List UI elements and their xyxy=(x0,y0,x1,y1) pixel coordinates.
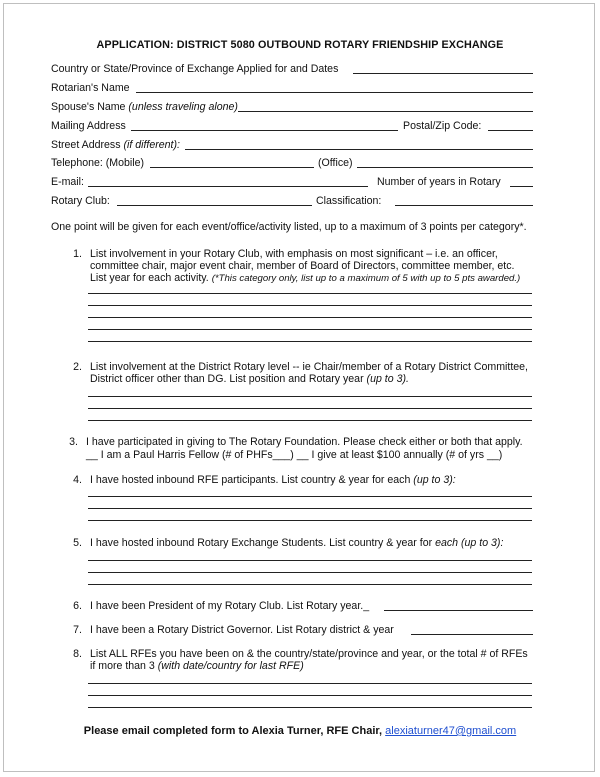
item-4-answer-line[interactable] xyxy=(88,496,532,497)
item-1-answer-line[interactable] xyxy=(88,341,532,342)
footer-text: Please email completed form to Alexia Turner, RFE Chair, xyxy=(83,725,386,737)
spouse-label-text: Spouse's Name xyxy=(51,101,126,113)
item-2-line-2 xyxy=(90,373,409,385)
item-6-number: 6. xyxy=(73,600,82,612)
item-2-answer-line[interactable] xyxy=(88,396,532,397)
item-4-number: 4. xyxy=(73,474,82,486)
item-8-answer-line[interactable] xyxy=(88,683,532,684)
item-7-text: I have been a Rotary District Governor. List Rotary district & year xyxy=(90,624,394,636)
classification-label: Classification: xyxy=(316,195,382,207)
item-5-answer-line[interactable] xyxy=(88,584,532,585)
item-8-answer-line[interactable] xyxy=(88,707,532,708)
item-2-number: 2. xyxy=(73,361,82,373)
item-4-note: (up to 3): xyxy=(413,474,456,486)
years-label: Number of years in Rotary xyxy=(377,176,501,188)
item-5-note: each (up to 3): xyxy=(435,537,504,549)
street-label-text: Street Address xyxy=(51,139,121,151)
item-3-line-2[interactable]: __ I am a Paul Harris Fellow (# of PHFs___) __ I give at least $100 annually (# of yrs __) xyxy=(86,449,503,461)
postal-code-field[interactable] xyxy=(488,130,533,131)
item-4-text: I have hosted inbound RFE participants. List country & year for each xyxy=(90,474,414,486)
item-5-text: I have hosted inbound Rotary Exchange Students. List country & year for xyxy=(90,537,436,549)
item-2-note: (up to 3). xyxy=(366,373,409,385)
item-1-line-3-text: List year for each activity. xyxy=(90,272,212,284)
item-1-answer-line[interactable] xyxy=(88,317,532,318)
item-7-number: 7. xyxy=(73,624,82,636)
item-4-answer-line[interactable] xyxy=(88,508,532,509)
points-note: One point will be given for each event/office/activity listed, up to a maximum of 3 points per category*. xyxy=(51,221,527,233)
item-6-text: I have been President of my Rotary Club. List Rotary year._ xyxy=(90,600,370,612)
item-2-answer-line[interactable] xyxy=(88,408,532,409)
email-label: E-mail: xyxy=(51,176,84,188)
rotarian-label: Rotarian's Name xyxy=(51,82,130,94)
item-1-line-1: List involvement in your Rotary Club, with emphasis on most significant – i.e. an officer, xyxy=(90,248,498,260)
years-in-rotary-field[interactable] xyxy=(510,186,533,187)
item-4-answer-line[interactable] xyxy=(88,520,532,521)
item-1-note: (*This category only, list up to a maximum of 5 with up to 5 pts awarded.) xyxy=(211,273,521,284)
mobile-phone-field[interactable] xyxy=(150,167,314,168)
item-3-number: 3. xyxy=(69,436,78,448)
mailing-address-field[interactable] xyxy=(131,130,398,131)
mailing-label: Mailing Address xyxy=(51,120,126,132)
item-5-line xyxy=(90,537,503,549)
item-2-line-1: List involvement at the District Rotary level -- ie Chair/member of a Rotary District Committee, xyxy=(90,361,529,373)
president-year-field[interactable] xyxy=(384,610,533,611)
item-1-answer-line[interactable] xyxy=(88,293,532,294)
chair-email-link[interactable]: alexiaturner47@gmail.com xyxy=(385,725,517,737)
item-8-answer-line[interactable] xyxy=(88,695,532,696)
item-8-line-2-text: if more than 3 xyxy=(90,660,158,672)
tel-mobile-label: Telephone: (Mobile) xyxy=(51,157,145,169)
country-field[interactable] xyxy=(353,73,533,74)
item-8-note: (with date/country for last RFE) xyxy=(157,660,304,672)
office-phone-field[interactable] xyxy=(357,167,533,168)
street-address-field[interactable] xyxy=(185,149,533,150)
postal-label: Postal/Zip Code: xyxy=(403,120,482,132)
item-5-answer-line[interactable] xyxy=(88,572,532,573)
item-8-number: 8. xyxy=(73,648,82,660)
spouse-label xyxy=(51,101,238,113)
spouse-note: (unless traveling alone) xyxy=(128,101,238,113)
item-1-number: 1. xyxy=(73,248,82,260)
governor-district-field[interactable] xyxy=(411,634,533,635)
item-2-answer-line[interactable] xyxy=(88,420,532,421)
item-2-line-2-text: District officer other than DG. List position and Rotary year xyxy=(90,373,367,385)
rotary-club-field[interactable] xyxy=(117,205,312,206)
spouse-name-field[interactable] xyxy=(238,111,533,112)
item-4-line xyxy=(90,474,456,486)
tel-office-label: (Office) xyxy=(318,157,353,169)
item-3-line-1: I have participated in giving to The Rotary Foundation. Please check either or both that apply. xyxy=(86,436,523,448)
street-note: (if different): xyxy=(123,139,180,151)
form-title: APPLICATION: DISTRICT 5080 OUTBOUND ROTARY FRIENDSHIP EXCHANGE xyxy=(96,39,504,51)
street-label xyxy=(51,139,180,151)
rotarian-name-field[interactable] xyxy=(136,92,533,93)
country-label: Country or State/Province of Exchange Applied for and Dates xyxy=(51,63,339,75)
item-5-number: 5. xyxy=(73,537,82,549)
item-5-answer-line[interactable] xyxy=(88,560,532,561)
item-8-line-2 xyxy=(90,660,304,672)
item-1-line-2: committee chair, major event chair, member of Board of Directors, committee member, etc. xyxy=(90,260,515,272)
email-field[interactable] xyxy=(88,186,368,187)
footer-instructions xyxy=(0,725,600,737)
item-1-answer-line[interactable] xyxy=(88,305,532,306)
item-8-line-1: List ALL RFEs you have been on & the country/state/province and year, or the total # of RFEs xyxy=(90,648,528,660)
item-1-answer-line[interactable] xyxy=(88,329,532,330)
classification-field[interactable] xyxy=(395,205,533,206)
club-label: Rotary Club: xyxy=(51,195,110,207)
item-1-line-3 xyxy=(90,272,520,285)
